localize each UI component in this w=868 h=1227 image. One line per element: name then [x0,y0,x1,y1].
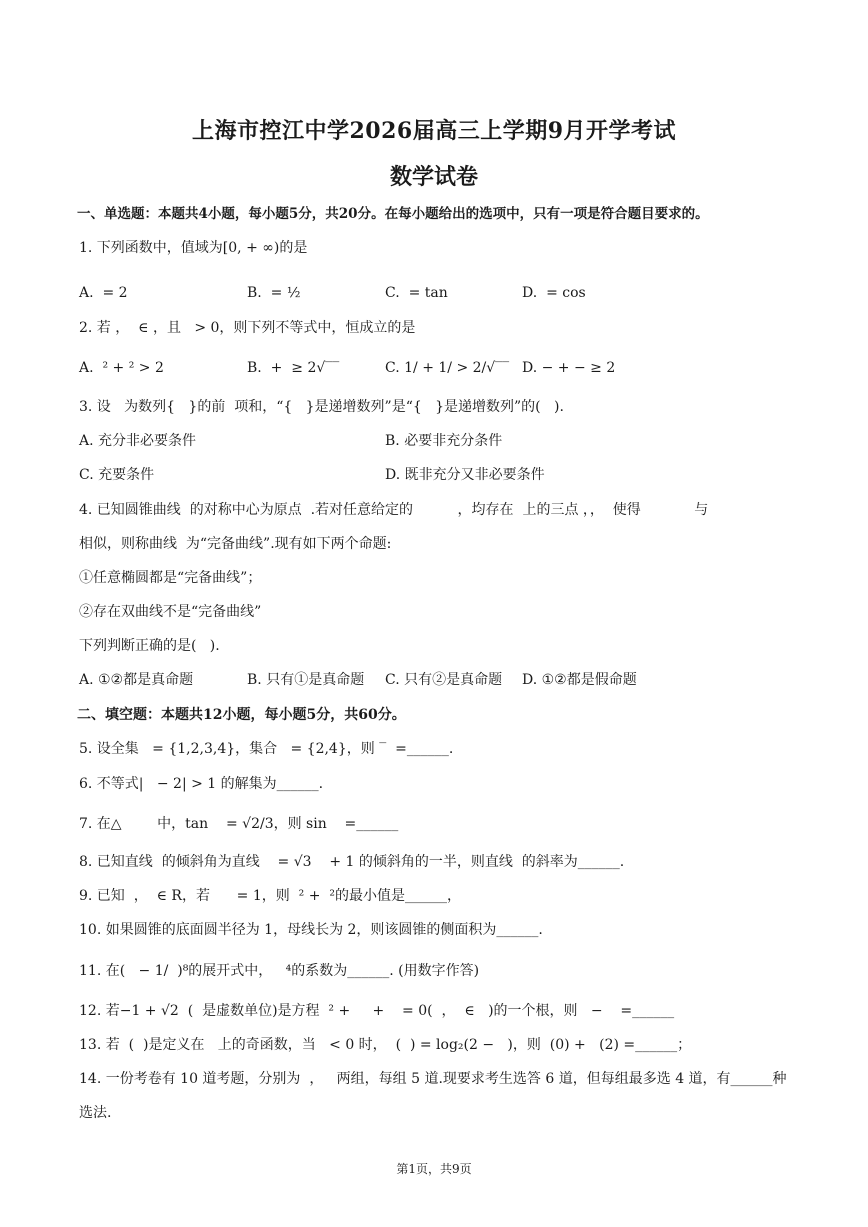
q1-option-d: D. = cos [522,285,586,301]
question-8: 8. 已知直线 的倾斜角为直线 = √3 + 1 的倾斜角的一半，则直线 的斜率为______. [79,854,625,870]
question-4-line-2: 相似，则称曲线 为“完备曲线”.现有如下两个命题: [79,536,392,552]
question-14-line-2: 选法. [79,1105,112,1121]
q3-option-d: D. 既非充分又非必要条件 [385,467,545,483]
q3-option-b: B. 必要非充分条件 [385,433,503,449]
question-13: 13. 若 ( )是定义在 上的奇函数，当 < 0 时， ( ) = log₂(2 − )，则 (0) + (2) =______； [79,1037,692,1053]
q4-option-c: C. 只有②是真命题 [385,672,503,688]
q2-option-c: C. 1/ + 1/ > 2/√‾‾ [385,360,510,376]
question-6: 6. 不等式| − 2| > 1 的解集为______. [79,776,324,792]
question-4-line-5: 下列判断正确的是( ). [79,638,220,654]
question-10: 10. 如果圆锥的底面圆半径为 1，母线长为 2，则该圆锥的侧面积为______. [79,922,543,938]
q3-option-c: C. 充要条件 [79,467,155,483]
question-14-line-1: 14. 一份考卷有 10 道考题，分别为 ， 两组，每组 5 道.现要求考生选答 6 道，但每组最多选 4 道，有______种 [79,1071,787,1087]
exam-subtitle: 数学试卷 [389,164,478,190]
q1-option-c: C. = tan [385,285,448,301]
q2-option-a: A. ² + ² > 2 [79,360,164,376]
page-footer: 第1页，共9页 [396,1162,472,1176]
exam-title: 上海市控江中学2026届高三上学期9月开学考试 [191,118,677,144]
question-9: 9. 已知 ， ∈ R，若 = 1，则 ² + ²的最小值是______， [79,888,461,904]
q4-option-b: B. 只有①是真命题 [247,672,365,688]
q4-option-a: A. ①②都是真命题 [79,672,194,688]
q4-option-d: D. ①②都是假命题 [522,672,637,688]
question-7: 7. 在△ 中，tan = √2/3，则 sin =______ [79,816,399,832]
question-3: 3. 设 为数列{ }的前 项和，“{ }是递增数列”是“{ }是递增数列”的( ). [79,399,564,415]
question-4-line-4: ②存在双曲线不是“完备曲线” [79,604,262,620]
question-1: 1. 下列函数中，值域为[0, + ∞)的是 [79,240,308,256]
q2-option-d: D. − + − ≥ 2 [522,360,616,376]
q3-option-a: A. 充分非必要条件 [79,433,197,449]
question-11: 11. 在( − 1/ )⁸的展开式中， ⁴的系数为______. (用数字作答) [79,963,480,979]
question-4-line-3: ①任意椭圆都是“完备曲线”； [79,570,262,586]
q1-option-b: B. = ½ [247,285,301,301]
section-1-heading: 一、单选题：本题共4小题，每小题5分，共20分。在每小题给出的选项中，只有一项是符合题目要求的。 [77,206,709,222]
question-5: 5. 设全集 = {1,2,3,4}，集合 = {2,4}，则 ‾ =______. [79,741,454,757]
q2-option-b: B. + ≥ 2√‾‾ [247,360,340,376]
question-4-line-1: 4. 已知圆锥曲线 的对称中心为原点 .若对任意给定的 ，均存在 上的三点 ，， 使得 与 [79,502,709,518]
question-2: 2. 若 ， ∈ ，且 > 0，则下列不等式中，恒成立的是 [79,320,416,336]
q1-option-a: A. = 2 [79,285,128,301]
question-12: 12. 若−1 + √2 ( 是虚数单位)是方程 ² + + = 0( ， ∈ )的一个根，则 − =______ [79,1003,675,1019]
section-2-heading: 二、填空题：本题共12小题，每小题5分，共60分。 [77,707,406,723]
